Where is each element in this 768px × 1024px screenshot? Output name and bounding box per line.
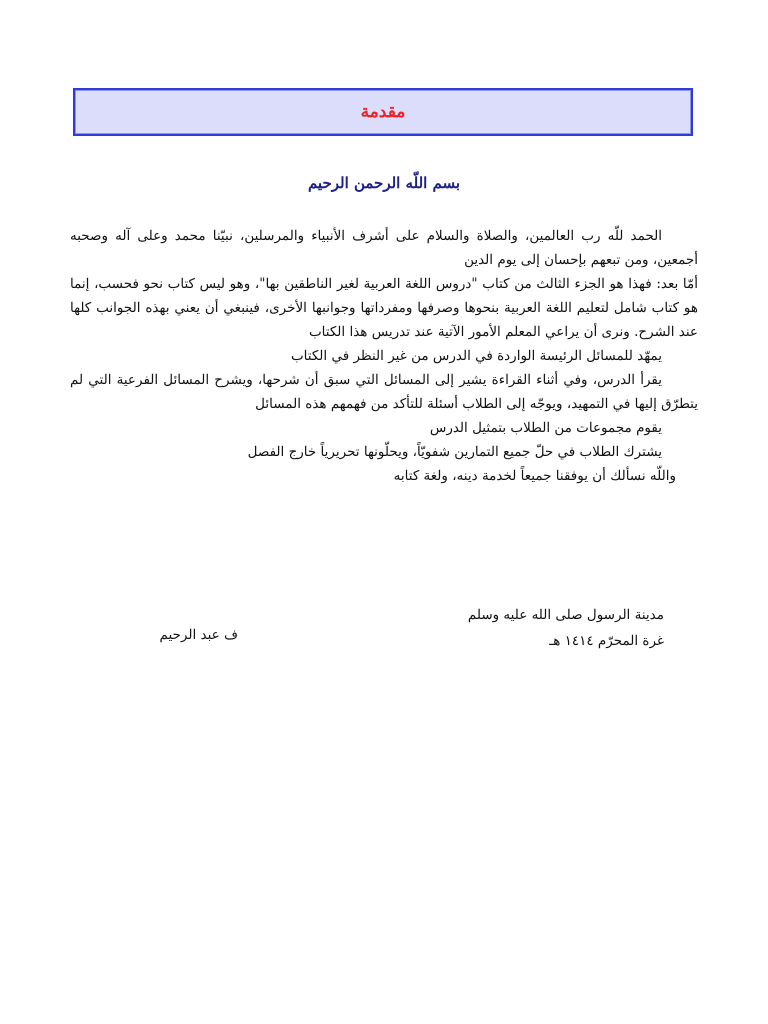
paragraph-intro: أمّا بعد: فهذا هو الجزء الثالث من كتاب "دروس اللغة العربية لغير الناطقين بها"، وهو ليس كتاب نحو فحسب، إنما هو كتاب شامل لتعليم اللغة العربية بنحوها وصرفها ومفرداتها وجوانبها الأخرى، فينبغي أن يعني بهذه الجوانب كلها عند الشرح. ونرى أن يراعي المعلم الأمور الآتية عند تدريس هذا الكتاب [70,276,698,340]
paragraph-point-1: يمهّد للمسائل الرئيسة الواردة في الدرس من غير النظر في الكتاب [290,348,662,364]
closing-section [0,602,768,672]
paragraph-praise: الحمد للّه رب العالمين، والصلاة والسلام على أشرف الأنبياء والمرسلين، نبيّنا محمد وعلى آله وصحبه أجمعين، ومن تبعهم بإحسان إلى يوم الدين [70,228,698,268]
paragraph-point-4: يشترك الطلاب في حلّ جميع التمارين شفويّاً، ويحلّونها تحريرياً خارج الفصل [247,444,662,460]
paragraph-point-2: يقرأ الدرس، وفي أثناء القراءة يشير إلى المسائل التي سبق أن شرحها، ويشرح المسائل الفرعية التي لم يتطرّق إليها في التمهيد، ويوجّه إلى الطلاب أسئلة للتأكد من فهمهم هذه المسائل [70,372,698,412]
basmala-heading: بسم اللّه الرحمن الرحيم [307,174,461,192]
page-title: مقدمة [360,102,406,122]
place-line: مدينة الرسول صلى الله عليه وسلم [467,607,664,623]
title-banner [73,88,693,136]
paragraph-point-3: يقوم مجموعات من الطلاب بتمثيل الدرس [429,420,662,436]
author-signature: ف عبد الرحيم [159,627,238,643]
paragraph-prayer: واللّه نسألك أن يوفقنا جميعاً لخدمة دينه، ولغة كتابه [393,468,676,484]
body-text [70,224,698,488]
place-date-block [468,602,664,654]
date-line: غرة المحرّم ١٤١٤ هـ [549,633,664,649]
